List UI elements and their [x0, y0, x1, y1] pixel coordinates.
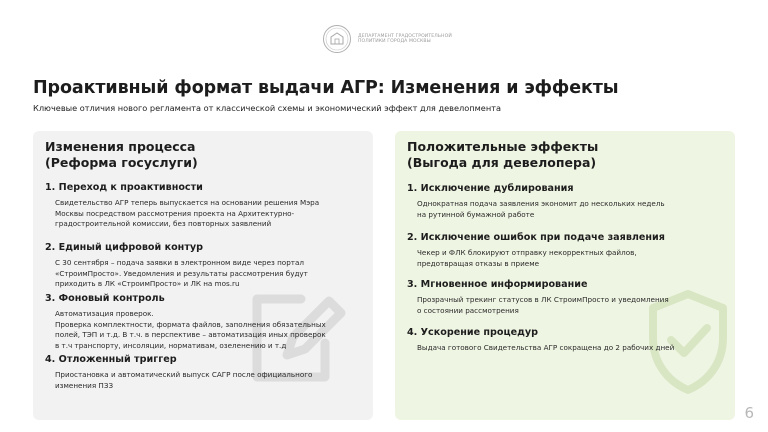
item-title: 4. Отложенный триггер	[45, 354, 177, 365]
positive-effects-panel	[395, 131, 735, 420]
department-logo	[322, 24, 458, 54]
item-text: Чекер и ФЛК блокируют отправку некорректных файлов, предотвращая отказы в приеме	[417, 248, 637, 268]
right-panel-title: Положительные эффекты (Выгода для девелопера)	[407, 139, 599, 170]
item-text: С 30 сентября – подача заявки в электронном виде через портал «СтроимПросто». Уведомления и результаты рассмотрения будут приходить в ЛК «СтроимПросто» и ЛК на mos.ru	[55, 258, 308, 289]
item-title: 3. Фоновый контроль	[45, 293, 165, 304]
page-number: 6	[744, 404, 754, 422]
process-changes-panel	[33, 131, 373, 420]
item-text: Однократная подача заявления экономит до нескольких недель на рутинной бумажной работе	[417, 199, 665, 219]
item-text: Автоматизация проверок. Проверка комплектности, формата файлов, заполнения обязательных полей, ТЭП и т.д. В т.ч. в перспективе – автоматизация иных проверок в т.ч транспорту, инсоляции, нормативам, озеленению и т.д	[55, 309, 326, 350]
list-item	[407, 232, 725, 269]
city-emblem-icon	[322, 24, 352, 54]
page-subtitle: Ключевые отличия нового регламента от классической схемы и экономический эффект для девелопмента	[33, 103, 501, 113]
logo-text: ДЕПАРТАМЕНТ ГРАДОСТРОИТЕЛЬНОЙ ПОЛИТИКИ ГОРОДА МОСКВЫ	[358, 33, 452, 44]
list-item	[407, 327, 725, 354]
item-text: Свидетельство АГР теперь выпускается на основании решения Мэра Москвы посредством рассмотрения проекта на Архитектурно- градостроительной комиссии, без повторных заявлений	[55, 198, 320, 229]
item-title: 2. Единый цифровой контур	[45, 242, 203, 253]
left-panel-title: Изменения процесса (Реформа госуслуги)	[45, 139, 198, 170]
item-title: 3. Мгновенное информирование	[407, 279, 588, 290]
page-title: Проактивный формат выдачи АГР: Изменения и эффекты	[33, 78, 619, 98]
item-text: Приостановка и автоматический выпуск САГР после официального изменения ПЗЗ	[55, 370, 313, 390]
item-title: 4. Ускорение процедур	[407, 327, 538, 338]
list-item	[45, 354, 363, 391]
item-title: 1. Исключение дублирования	[407, 183, 574, 194]
list-item	[45, 293, 363, 351]
list-item	[45, 242, 363, 290]
list-item	[407, 183, 725, 220]
list-item	[407, 279, 725, 316]
item-title: 2. Исключение ошибок при подаче заявления	[407, 232, 665, 243]
item-text: Прозрачный трекинг статусов в ЛК СтроимПросто и уведомления о состоянии рассмотрения	[417, 295, 669, 315]
item-title: 1. Переход к проактивности	[45, 182, 203, 193]
item-text: Выдача готового Свидетельства АГР сокращена до 2 рабочих дней	[417, 343, 675, 352]
list-item	[45, 182, 363, 230]
